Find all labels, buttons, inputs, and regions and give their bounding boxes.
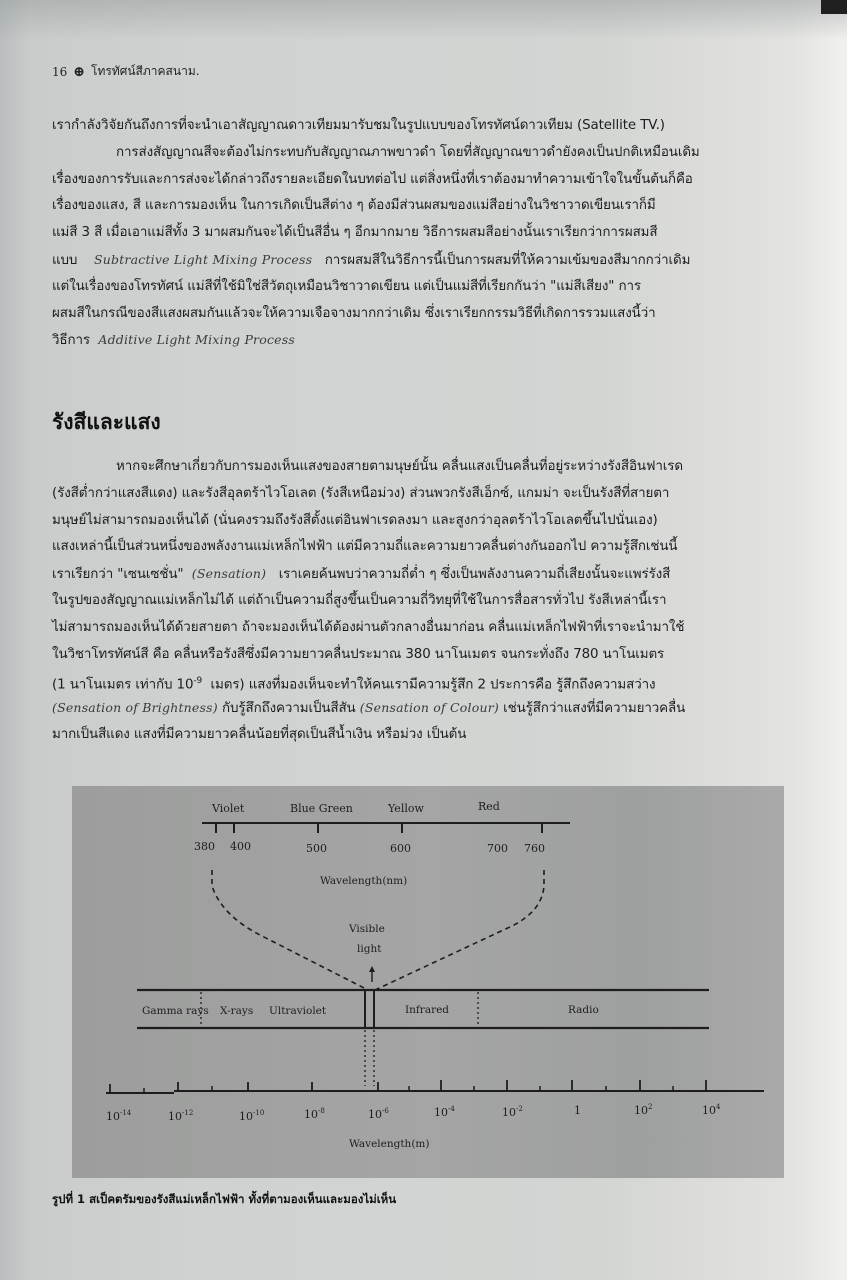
spectrum-diagram [72, 786, 784, 1178]
tick-label: 400 [230, 840, 251, 853]
page-number: 16 [52, 64, 68, 79]
figure-caption: รูปที่ 1 สเป็คตรัมของรังสีแม่เหล็กไฟฟ้า ทั้งที่ตามองเห็นและมองไม่เห็น [52, 1192, 397, 1206]
spectrum-figure [72, 786, 784, 1178]
term-subtractive: Subtractive Light Mixing Process [93, 251, 313, 267]
axis-label-nm: Wavelength(nm) [320, 875, 408, 887]
text-fragment: การผสมสีในวิธีการนี้เป็นการผสมที่ให้ความเข้มของสีมากกว่าเดิม [324, 252, 691, 268]
text-fragment: กับรู้สึกถึงความเป็นสีสัน [222, 701, 356, 717]
text-fragment: แบบ [52, 252, 78, 268]
section-text [52, 454, 792, 749]
tick-label: 380 [194, 840, 215, 853]
text-line [52, 561, 792, 588]
log-tick-label: $10^{-6}$ [368, 1107, 389, 1121]
label-violet: Violet [212, 802, 245, 815]
tick-label: 700 [487, 842, 508, 855]
spectrum-bands [137, 990, 709, 1086]
log-tick-label: $10^2$ [634, 1103, 653, 1117]
text-line: ผสมสีในกรณีของสีแสงผสมกันแล้วจะให้ความเจือจางมากกว่าเดิม ซึ่งเราเรียกกรรมวิธีที่เกิดการรวมแสงนี้ว่า [52, 305, 656, 321]
term-colour: (Sensation of Colour) [359, 700, 499, 716]
band-infrared: Infrared [405, 1004, 450, 1016]
scan-corner [821, 0, 847, 14]
visible-light-label: Visible [349, 923, 385, 935]
text-line: หากจะศึกษาเกี่ยวกับการมองเห็นแสงของสายตามนุษย์นั้น คลื่นแสงเป็นคลื่นที่อยู่ระหว่างรังสีอินฟาเรด [116, 459, 683, 474]
text-fragment: เมตร) แสงที่มองเห็นจะทำให้คนเรามีความรู้สึก 2 ประการคือ รู้สึกถึงความสว่าง [210, 677, 656, 693]
visible-light-label: light [357, 943, 382, 955]
intro-text [52, 113, 792, 354]
log-tick-label: $10^{-14}$ [106, 1109, 132, 1123]
text-line: ในวิชาโทรทัศน์สี คือ คลื่นหรือรังสีซึ่งมีความยาวคลื่นประมาณ 380 นาโนเมตร จนกระทั่งถึง 780 นาโนเมตร [52, 646, 665, 662]
text-line: แต่ในเรื่องของโทรทัศน์ แม่สีที่ใช้มิใช่สีวัตถุเหมือนวิชาวาดเขียน แต่เป็นแม่สีที่เรียกกันว่า "แม่สีเสียง" การ [52, 278, 642, 294]
book-logo-icon: ⊕ [73, 63, 86, 80]
text-line: การส่งสัญญาณสีจะต้องไม่กระทบกับสัญญาณภาพขาวดำ โดยที่สัญญาณขาวดำยังคงเป็นปกติเหมือนเดิม [116, 144, 700, 160]
log-tick-label: $10^{-4}$ [434, 1105, 455, 1119]
text-fragment: วิธีการ [52, 333, 91, 349]
tick-label: 760 [524, 842, 545, 855]
text-line: ไม่สามารถมองเห็นได้ด้วยสายตา ถ้าจะมองเห็นได้ต้องผ่านตัวกลางอื่นมาก่อน คลื่นแม่เหล็กไฟฟ้าที่เราจะนำมาใช้ [52, 619, 685, 635]
text-line: แสงเหล่านี้เป็นส่วนหนึ่งของพลังงานแม่เหล็กไฟฟ้า แต่มีความถี่และความยาวคลื่นต่างกันออกไป ความรู้สึกเช่นนี้ [52, 539, 678, 555]
text-line: แม่สี 3 สี เมื่อเอาแม่สีทั้ง 3 มาผสมกันจะได้เป็นสีอื่น ๆ อีกมากมาย วิธีการผสมสีอย่างนั้นเราเรียกว่าการผสมสี [52, 225, 658, 241]
page-top-shadow [0, 0, 847, 40]
arrow-up-icon [369, 966, 375, 972]
text-line: เรากำลังวิจัยกันถึงการที่จะนำเอาสัญญาณดาวเทียมมารับชมในรูปแบบของโทรทัศน์ดาวเทียม (Satellite TV.) [52, 118, 665, 133]
log-tick-label: $10^{-10}$ [239, 1109, 265, 1123]
band-xrays: X-rays [220, 1005, 254, 1017]
section-title: รังสีและแสง [52, 410, 161, 434]
label-red: Red [478, 800, 500, 813]
log-tick-label: $10^{-2}$ [502, 1105, 523, 1119]
log-tick-label: $10^{-8}$ [304, 1107, 325, 1121]
log-tick-label: $10^4$ [702, 1103, 721, 1117]
term-sensation: (Sensation) [191, 566, 267, 582]
label-blue-green: Blue Green [290, 802, 353, 815]
text-line: เรื่องของแสง, สี และการมองเห็น ในการเกิดเป็นสีต่าง ๆ ต้องมีส่วนผสมของแม่สีอย่างในวิชาวาดเขียนเราก็มี [52, 198, 656, 214]
visible-scale [194, 800, 570, 887]
text-line [52, 247, 792, 274]
text-line: มากเป็นสีแดง แสงที่มีความยาวคลื่นน้อยที่สุดเป็นสีน้ำเงิน หรือม่วง เป็นต้น [52, 726, 467, 742]
band-gamma: Gamma rays [142, 1005, 209, 1017]
text-line: (รังสีต่ำกว่าแสงสีแดง) และรังสีอุลตร้าไวโอเลต (รังสีเหนือม่วง) ส่วนพวกรังสีเอ็กซ์, แกมม่า จะเป็นรังสีที่สายตา [52, 485, 670, 501]
term-additive: Additive Light Mixing Process [98, 332, 295, 348]
text-line [52, 327, 792, 354]
text-fragment: เราเรียกว่า "เซนเซชั่น" [52, 567, 184, 583]
text-line [52, 668, 792, 695]
tick-label: 500 [306, 842, 327, 855]
text-line: มนุษย์ไม่สามารถมองเห็นได้ (นั่นคงรวมถึงรังสีตั้งแต่อินฟาเรดลงมา และสูงกว่าอุลตร้าไวโอเลตขึ้นไปนั่นเอง) [52, 512, 658, 528]
text-fragment: เช่นรู้สึกว่าแสงที่มีความยาวคลื่น [503, 701, 686, 717]
book-title: โทรทัศน์สีภาคสนาม. [91, 64, 200, 78]
log-scale [106, 1080, 764, 1150]
log-tick-label: 1 [574, 1104, 581, 1117]
exponent: -9 [193, 676, 203, 687]
tick-label: 600 [390, 842, 411, 855]
text-fragment: เราเคยค้นพบว่าความถี่ต่ำ ๆ ซึ่งเป็นพลังงานความถี่เสียงนั้นจะแพร่รังสี [278, 567, 671, 583]
band-ultraviolet: Ultraviolet [269, 1005, 327, 1017]
text-fragment: (1 นาโนเมตร เท่ากับ 10 [52, 677, 194, 693]
running-header [52, 62, 200, 81]
text-line: เรื่องของการรับและการส่งจะได้กล่าวถึงรายละเอียดในบทต่อไป แต่สิ่งหนึ่งที่เราต้องมาทำความเข้าใจในขั้นต้นก็คือ [52, 171, 693, 187]
label-yellow: Yellow [388, 802, 424, 815]
log-tick-label: $10^{-12}$ [168, 1109, 194, 1123]
text-line: ในรูปของสัญญาณแม่เหล็กไม่ได้ แต่ถ้าเป็นความถี่สูงขึ้นเป็นความถี่วิทยุที่ใช้ในการสื่อสารทั่วไป รังสีเหล่านี้เรา [52, 592, 667, 608]
band-radio: Radio [568, 1004, 599, 1016]
term-brightness: (Sensation of Brightness) [52, 700, 218, 716]
text-line [52, 695, 792, 722]
axis-label-m: Wavelength(m) [349, 1138, 430, 1150]
